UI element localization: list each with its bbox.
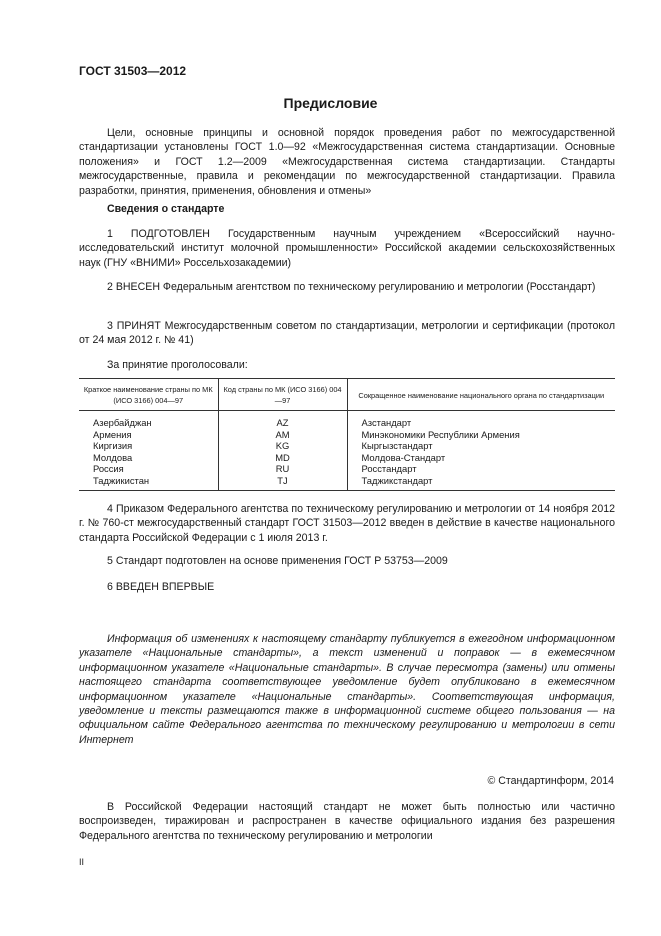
country-code: TJ	[218, 475, 347, 491]
national-body: Азстандарт	[347, 411, 615, 429]
item-2-paragraph: 2 ВНЕСЕН Федеральным агентством по техническому регулированию и метрологии (Росстандарт)	[107, 281, 596, 293]
national-body: Таджикстандарт	[347, 475, 615, 491]
item-5-paragraph: 5 Стандарт подготовлен на основе применения ГОСТ Р 53753—2009	[107, 555, 448, 567]
country-name: Молдова	[93, 451, 133, 463]
voting-label: За принятие проголосовали:	[107, 359, 248, 371]
item-4-paragraph: 4 Приказом Федерального агентства по техническому регулированию и метрологии от 14 ноября 2012 г. № 760-ст межгосударственный стандарт ГОСТ 31503—2012 введен в действие в качестве национального стандарта Российской Федерации с 1 июля 2013 г.	[79, 503, 615, 544]
country-code: AM	[218, 429, 347, 441]
page-title: Предисловие	[283, 95, 378, 111]
national-body: Кыргызстандарт	[347, 440, 615, 452]
table-row	[79, 429, 615, 441]
country-name: Россия	[93, 463, 124, 474]
country-code: RU	[218, 463, 347, 475]
item-6-paragraph: 6 ВВЕДЕН ВПЕРВЫЕ	[107, 581, 215, 593]
intro-paragraph: Цели, основные принципы и основной порядок проведения работ по межгосударственной стандартизации установлены ГОСТ 1.0—92 «Межгосударственная система стандартизации. Основные положения» и ГОСТ 1.2—2009 «Межгосударственная система стандартизации. Стандарты межгосударственные, правила и рекомендации по межгосударственной стандартизации. Правила разработки, принятия, применения, обновления и отмены»	[79, 127, 615, 197]
country-name: Киргизия	[93, 440, 133, 451]
national-body: Росстандарт	[347, 463, 615, 475]
header-national-body: Сокращенное наименование национального органа по стандартизации	[347, 379, 615, 411]
legal-notice: В Российской Федерации настоящий стандарт не может быть полностью или частично воспроизведен, тиражирован и распространен в качестве официального издания без разрешения Федерального агентства по техническому регулированию и метрологии	[79, 801, 615, 842]
table-row	[79, 463, 615, 475]
national-body: Молдова-Стандарт	[347, 452, 615, 464]
header-country-code: Код страны по МК (ИСО 3166) 004—97	[218, 379, 347, 411]
country-code: AZ	[218, 411, 347, 429]
item-1-paragraph: 1 ПОДГОТОВЛЕН Государственным научным учреждением «Всероссийский научно-исследовательский институт молочной промышленности» Российской академии сельскохозяйственных наук (ГНУ «ВНИМИ» Россельхозакадемии)	[79, 228, 615, 269]
section-heading: Сведения о стандарте	[107, 203, 225, 215]
document-code: ГОСТ 31503—2012	[79, 64, 187, 78]
country-name: Армения	[93, 428, 132, 440]
copyright: © Стандартинформ, 2014	[487, 775, 614, 787]
item-3-paragraph: 3 ПРИНЯТ Межгосударственным советом по стандартизации, метрологии и сертификации (протокол от 24 мая 2012 г. № 41)	[79, 320, 615, 347]
header-country-name: Краткое наименование страны по МК (ИСО 3166) 004—97	[79, 379, 218, 411]
page-number: II	[79, 857, 85, 867]
table-header-row	[79, 379, 615, 411]
voting-table	[79, 378, 615, 491]
country-code: MD	[218, 452, 347, 464]
country-code: KG	[218, 440, 347, 452]
table-row	[79, 411, 615, 429]
info-notice: Информация об изменениях к настоящему стандарту публикуется в ежегодном информационном указателе «Национальные стандарты», а текст изменений и поправок — в ежемесячном информационном указателе «Национальные стандарты». В случае пересмотра (замены) или отмены настоящего стандарта соответствующее уведомление будет опубликовано в ежемесячном информационном указателе «Национальные стандарты». Соответствующая информация, уведомление и тексты размещаются также в информационной системе общего пользования — на официальном сайте Федерального агентства по техническому регулированию и метрологии в сети Интернет	[79, 633, 615, 746]
table-row	[79, 475, 615, 491]
national-body: Минэкономики Республики Армения	[347, 429, 615, 441]
country-name: Азербайджан	[93, 417, 152, 428]
table-row	[79, 440, 615, 452]
table-row	[79, 452, 615, 464]
country-name: Таджикистан	[79, 475, 218, 491]
